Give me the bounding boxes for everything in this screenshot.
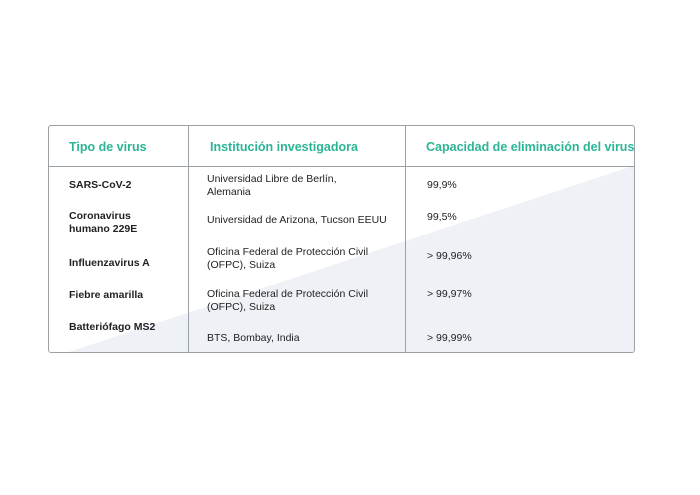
header-institution: Institución investigadora [210, 140, 358, 154]
column-divider [188, 126, 189, 352]
header-virus-type: Tipo de virus [69, 140, 147, 154]
cell-institution: Universidad Libre de Berlín, Alemania [207, 173, 337, 198]
cell-virus: Fiebre amarilla [69, 289, 144, 301]
cell-capacity: > 99,99% [427, 332, 472, 344]
cell-virus: SARS-CoV-2 [69, 179, 132, 191]
cell-capacity: > 99,97% [427, 288, 472, 300]
cell-institution: Oficina Federal de Protección Civil (OFPC), Suiza [207, 288, 369, 313]
virus-table [48, 125, 635, 353]
cell-virus: Batteriófago MS2 [69, 321, 156, 333]
diagonal-shade [49, 126, 634, 352]
cell-virus: Coronavirus humano 229E [69, 210, 138, 235]
cell-capacity: > 99,96% [427, 250, 472, 262]
column-divider [405, 126, 406, 352]
cell-virus: Influenzavirus A [69, 257, 150, 269]
cell-institution: Oficina Federal de Protección Civil (OFPC), Suiza [207, 246, 369, 271]
cell-capacity: 99,5% [427, 211, 457, 223]
cell-institution: BTS, Bombay, India [207, 332, 300, 344]
cell-institution: Universidad de Arizona, Tucson EEUU [207, 214, 387, 226]
header-divider [49, 166, 634, 167]
header-capacity: Capacidad de eliminación del virus [426, 140, 635, 154]
cell-capacity: 99,9% [427, 179, 457, 191]
